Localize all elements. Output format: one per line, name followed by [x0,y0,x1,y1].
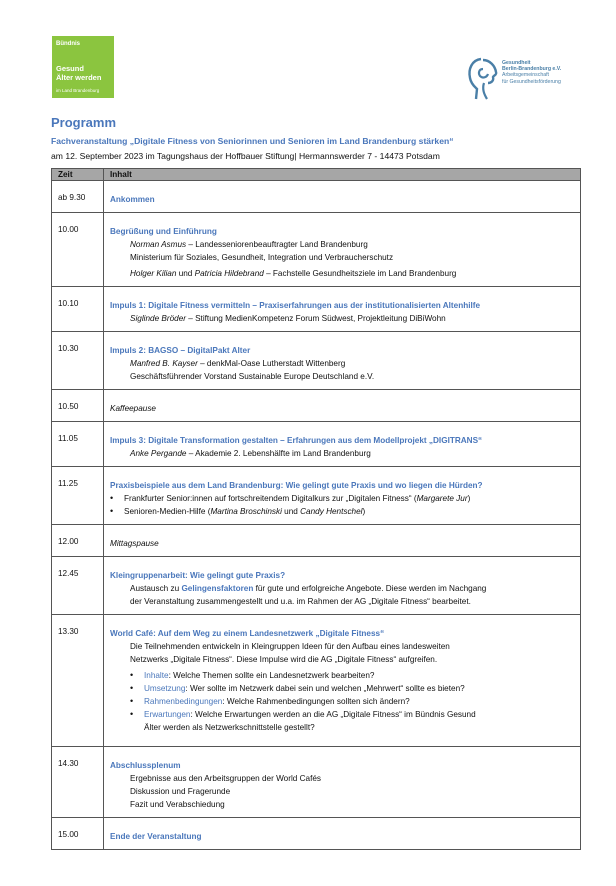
speaker-line: Norman Asmus – Landesseniorenbeauftragter Land Brandenburg [130,240,368,249]
speaker-role: Geschäftsführender Vorstand Sustainable Europe Deutschland e.V. [130,372,375,381]
break-label: Mittagspause [110,539,159,548]
logo-line-2: Gesund Älter werden [56,64,102,82]
row-content [104,287,581,332]
table-row [52,332,581,390]
row-content [104,422,581,467]
buendnis-logo [52,36,114,98]
table-row [52,525,581,557]
list-item: • Umsetzung: Wer sollte im Netzwerk dabei sein und welchen „Mehrwert“ sollte es bieten? [130,682,574,695]
row-time: 11.05 [52,422,104,467]
description-line: der Veranstaltung zusammengestellt und u.a. im Rahmen der AG „Digitale Fitness“ bearbeitet. [130,597,471,606]
speaker-line: Holger Kilian und Patricia Hildebrand – Fachstelle Gesundheitsziele im Land Brandenburg [130,269,457,278]
row-time: 11.25 [52,467,104,525]
row-time: 15.00 [52,818,104,850]
event-date-location: am 12. September 2023 im Tagungshaus der Hoffbauer Stiftung| Hermannswerder 7 - 14473 Potsdam [51,151,440,161]
description-line: Fazit und Verabschiedung [130,800,225,809]
list-item: • Senioren-Medien-Hilfe (Martina Broschinski und Candy Hentschel) [110,505,574,518]
question-list [110,669,574,734]
row-content [104,181,581,213]
row-content [104,390,581,422]
row-heading: Abschlussplenum [110,761,181,770]
program-table [51,168,581,850]
list-item: • Inhalte: Welche Themen sollte ein Landesnetzwerk bearbeiten? [130,669,574,682]
header-time: Zeit [52,169,104,181]
row-time: 10.30 [52,332,104,390]
row-content [104,615,581,747]
table-header-row [52,169,581,181]
description-line: Diskussion und Fragerunde [130,787,231,796]
logo-line-3: im Land Brandenburg [56,88,100,93]
list-item: • Erwartungen: Welche Erwartungen werden an die AG „Digitale Fitness“ im Bündnis Gesund Älter werden als Netzwerkschnittstelle gestellt? [130,708,574,734]
row-heading: Impuls 2: BAGSO – DigitalPakt Alter [110,346,251,355]
break-label: Kaffeepause [110,404,156,413]
table-row [52,181,581,213]
speaker-line: Siglinde Bröder – Stiftung MedienKompetenz Forum Südwest, Projektleitung DiBiWohn [130,314,446,323]
row-content [104,213,581,287]
table-row [52,422,581,467]
row-content [104,467,581,525]
row-time: ab 9.30 [52,181,104,213]
speaker-line: Manfred B. Kayser – denkMal-Oase Lutherstadt Wittenberg [130,359,346,368]
row-content [104,332,581,390]
description-line: Ergebnisse aus den Arbeitsgruppen der World Cafés [130,774,322,783]
speaker-line: Anke Pergande – Akademie 2. Lebenshälfte im Land Brandenburg [130,449,371,458]
row-heading: Praxisbeispiele aus dem Land Brandenburg: Wie gelingt gute Praxis und wo liegen die Hürden? [110,481,483,490]
table-row [52,467,581,525]
row-time: 12.00 [52,525,104,557]
header-content: Inhalt [104,169,581,181]
description-line: Austausch zu Gelingensfaktoren für gute und erfolgreiche Angebote. Diese werden im Nachgang [130,584,487,593]
table-row [52,818,581,850]
row-heading: Ende der Veranstaltung [110,832,202,841]
description-line: Netzwerks „Digitale Fitness“. Diese Impulse wird die AG „Digitale Fitness“ aufgreifen. [130,655,438,664]
gesundheit-bb-logo [467,57,577,101]
speaker-role: Ministerium für Soziales, Gesundheit, Integration und Verbraucherschutz [130,253,394,262]
event-subtitle: Fachveranstaltung „Digitale Fitness von Seniorinnen und Senioren im Land Brandenburg stärken“ [51,136,454,146]
table-row [52,747,581,818]
list-item: • Frankfurter Senior:innen auf fortschreitendem Digitalkurs zur „Digitalen Fitness“ (Margarete Jur) [110,492,574,505]
logo-line-1: Bündnis [56,41,80,47]
table-row [52,287,581,332]
row-time: 13.30 [52,615,104,747]
row-time: 10.50 [52,390,104,422]
page-title: Programm [51,115,117,130]
row-heading: World Café: Auf dem Weg zu einem Landesnetzwerk „Digitale Fitness“ [110,629,385,638]
description-line: Die Teilnehmenden entwickeln in Kleingruppen Ideen für den Aufbau eines landesweiten [130,642,450,651]
row-content [104,525,581,557]
row-content [104,747,581,818]
table-row [52,615,581,747]
table-row [52,390,581,422]
row-time: 10.10 [52,287,104,332]
row-heading: Impuls 3: Digitale Transformation gestalten – Erfahrungen aus dem Modellprojekt „DIGITRANS“ [110,436,483,445]
row-content [104,818,581,850]
table-row [52,557,581,615]
list-item: • Rahmenbedingungen: Welche Rahmenbedingungen sollten sich ändern? [130,695,574,708]
row-time: 12.45 [52,557,104,615]
row-heading: Begrüßung und Einführung [110,227,217,236]
row-heading: Kleingruppenarbeit: Wie gelingt gute Praxis? [110,571,286,580]
row-heading: Impuls 1: Digitale Fitness vermitteln – Praxiserfahrungen aus der institutionalisierten Altenhilfe [110,301,481,310]
face-profile-icon [467,57,501,101]
row-time: 14.30 [52,747,104,818]
logo-text: Gesundheit Berlin-Brandenburg e.V. Arbeitsgemeinschaft für Gesundheitsförderung [502,60,562,85]
row-time: 10.00 [52,213,104,287]
example-list [110,492,574,518]
row-content [104,557,581,615]
row-heading: Ankommen [110,195,155,204]
table-row [52,213,581,287]
